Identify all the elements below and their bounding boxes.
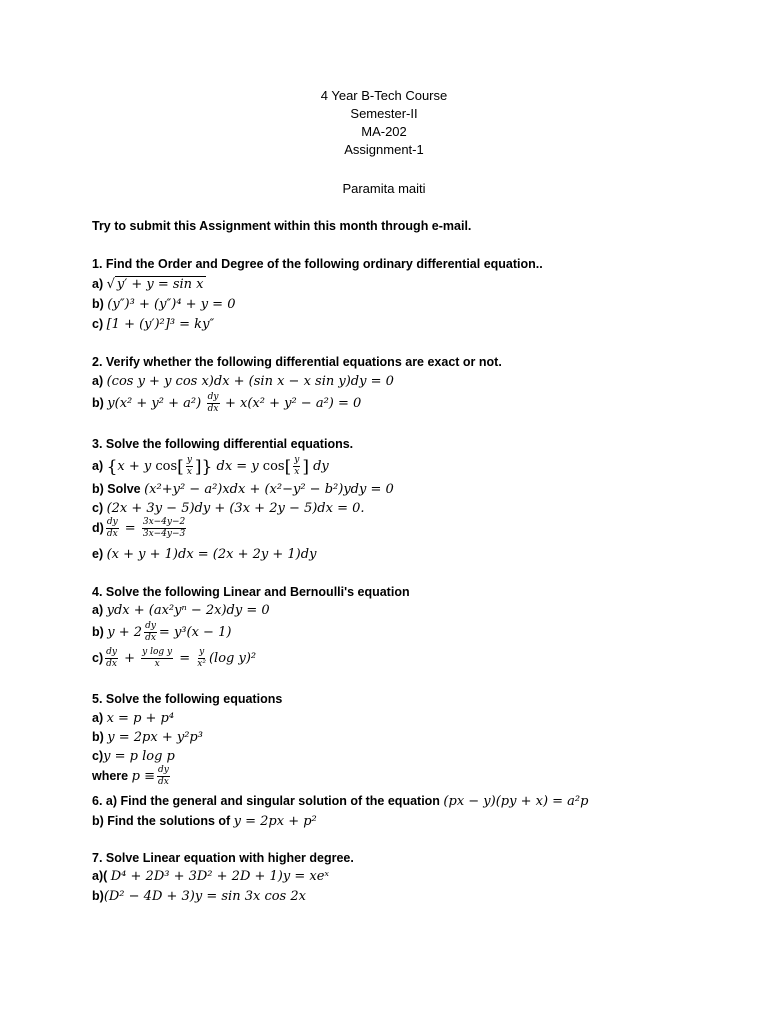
q7-b: b)(D² − 4D + 3)y = sin 3x cos 2x [92, 889, 306, 904]
q2-a: a) (cos y + y cos x)dx + (sin x − x sin y)dy = 0 [92, 374, 394, 389]
q4-b: b) y + 2 $\frac{dy}{dx}$ = y³(x − 1) [92, 621, 232, 643]
q1-title: 1. Find the Order and Degree of the following ordinary differential equation.. [92, 257, 543, 271]
q7-title: 7. Solve Linear equation with higher degree. [92, 851, 354, 865]
q3-a: a) {x + y cos[ $\frac{y}{x}$ ]} dx = y cos[ $\frac{y}{x}$ ] dy [92, 455, 329, 477]
q5-c: c)y = p log p [92, 749, 175, 764]
q6-b: b) Find the solutions of y = 2px + p² [92, 814, 317, 829]
q5-a: a) x = p + p⁴ [92, 711, 175, 726]
author-name: Paramita maiti [342, 181, 426, 196]
q3-b: b) Solve (x²+y² − a²)xdx + (x²−y² − b²)ydy = 0 [92, 482, 394, 497]
course-code: MA-202 [361, 124, 407, 139]
q7-a: a)( D⁴ + 2D³ + 3D² + 2D + 1)y = xeˣ [92, 869, 330, 884]
semester: Semester-II [350, 106, 418, 121]
q2-title: 2. Verify whether the following differential equations are exact or not. [92, 355, 502, 369]
q3-e: e) (x + y + 1)dx = (2x + 2y + 1)dy [92, 547, 317, 562]
q3-c: c) (2x + 3y − 5)dy + (3x + 2y − 5)dx = 0. [92, 501, 365, 516]
q1-b: b) (y″)³ + (y″)⁴ + y = 0 [92, 297, 236, 312]
q2-b-fraction: $\frac{dy}{dx}$ [207, 392, 219, 414]
q3-d: d) $\frac{dy}{dx}$ = $\frac{3x-4y-2}{3x-4y-3}$ [92, 517, 186, 539]
q1-c: c) [1 + (y′)²]³ = ky″ [92, 317, 215, 332]
q1-a: a) √ y′ + y = sin x [92, 277, 204, 292]
q5-title: 5. Solve the following equations [92, 692, 283, 706]
q4-title: 4. Solve the following Linear and Bernoulli's equation [92, 585, 410, 599]
course-title: 4 Year B-Tech Course [320, 88, 448, 103]
q4-c: c) $\frac{dy}{dx}$ + $\frac{\text{y log y}}{x}$ = $\frac{y}{\text{x²}}$ (log y)² [92, 647, 257, 669]
q2-b: b) y(x² + y² + a²) $\frac{dy}{dx}$ + x(x² + y² − a²) = 0 [92, 392, 362, 414]
assignment-title: Assignment-1 [344, 142, 424, 157]
q4-a: a) ydx + (ax²yⁿ − 2x)dy = 0 [92, 603, 270, 618]
q3-title: 3. Solve the following differential equations. [92, 437, 354, 451]
q5-where: where p ≡ $\frac{dy}{dx}$ [92, 765, 169, 787]
q6-a: 6. a) Find the general and singular solution of the equation (px − y)(py + x) = a²p [92, 794, 589, 809]
q5-b: b) y = 2px + y²p³ [92, 730, 203, 745]
instruction: Try to submit this Assignment within this month through e-mail. [92, 219, 472, 233]
